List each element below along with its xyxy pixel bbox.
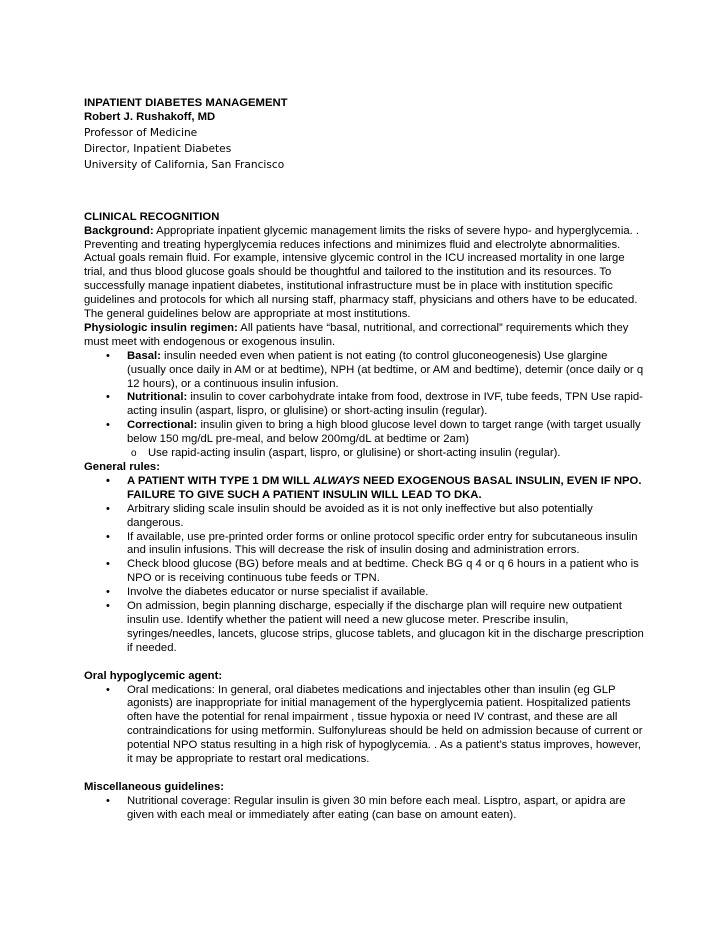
general-rules-list <box>84 475 644 656</box>
rule-1-text-c: NEED EXOGENOUS BASAL INSULIN, EVEN IF NPO. FAILURE TO GIVE SUCH A PATIENT INSULIN WILL LEAD TO DKA. <box>127 474 642 501</box>
bullet-icon: • <box>106 683 110 696</box>
rule-1-text-a: A PATIENT WITH TYPE 1 DM WILL <box>127 474 313 487</box>
bullet-icon: • <box>106 502 110 515</box>
basal-text: insulin needed even when patient is not eating (to control gluconeogenesis) Use glargine (usually once daily in AM or at bedtime), NPH (at bedtime, or AM and bedtime), detemir (once daily or q 12 hours), or a continuous insulin infusion. <box>127 349 644 390</box>
rule-2-text: Arbitrary sliding scale insulin should be avoided as it is not only ineffective but also potentially dangerous. <box>127 502 593 529</box>
list-item-rule-6 <box>84 600 644 656</box>
document-title: INPATIENT DIABETES MANAGEMENT <box>84 97 288 109</box>
rule-6-text: On admission, begin planning discharge, especially if the discharge plan will require new outpatient insulin use. Identify whether the patient will need a new glucose meter. Prescribe insulin, syringes/needles, lancets, glucose strips, glucose tablets, and glucagon kit in the discharge prescription if needed. <box>127 600 644 654</box>
bullet-icon: • <box>106 600 110 613</box>
list-item-correctional <box>84 419 644 447</box>
background-label: Background: <box>84 224 154 237</box>
list-item-rule-5 <box>84 586 644 600</box>
regimen-label: Physiologic insulin regimen: <box>84 321 238 334</box>
list-item-oral-medications <box>84 684 644 767</box>
nutritional-coverage-text: Nutritional coverage: Regular insulin is given 30 min before each meal. Lisptro, aspart, or apidra are given with each meal or immediately after eating (can base on amount eaten). <box>127 794 626 821</box>
oral-medications-text: Oral medications: In general, oral diabetes medications and injectables other than insulin (eg GLP agonists) are inappropriate for initial management of the hyperglycemia patient. Hospitalized patients often have the potential for renal impairment , tissue hypoxia or need IV contrast, and these are all contraindications for using metformin. Sulfonylureas should be held on admission because of current or potential NPO status resulting in a high risk of hypoglycemia. . As a patient’s status improves, however, it may be appropriate to restart oral medications. <box>127 683 643 766</box>
list-item-rule-2 <box>84 503 644 531</box>
correctional-label: Correctional: <box>127 419 198 432</box>
list-item-basal <box>84 350 644 392</box>
list-item-rule-1 <box>84 475 644 503</box>
regimen-list <box>84 350 644 461</box>
list-item-rule-3 <box>84 531 644 559</box>
background-paragraph <box>84 225 644 322</box>
nutritional-text: insulin to cover carbohydrate intake from food, dextrose in IVF, tube feeds, TPN Use rapid-acting insulin (aspart, lispro, or glulisine) or short-acting insulin (regular). <box>127 391 643 418</box>
section-heading-clinical-recognition: CLINICAL RECOGNITION <box>84 210 220 223</box>
bullet-icon: • <box>106 349 110 362</box>
section-heading-misc-guidelines: Miscellaneous guidelines: <box>84 780 224 793</box>
author-affiliation: University of California, San Francisco <box>84 158 285 171</box>
misc-guidelines-list <box>84 795 644 823</box>
correctional-sub-text: Use rapid-acting insulin (aspart, lispro, or glulisine) or short-acting insulin (regular). <box>148 447 561 460</box>
bullet-icon: • <box>106 391 110 404</box>
list-item-nutritional <box>84 391 644 419</box>
list-item-correctional-sub <box>84 447 644 461</box>
oral-agents-list <box>84 684 644 767</box>
rule-1-emphasis: ALWAYS <box>312 474 360 487</box>
bullet-icon: • <box>106 530 110 543</box>
bullet-icon: • <box>106 474 110 487</box>
regimen-text: All patients have “basal, nutritional, and correctional” requirements which they must meet with endogenous or exogenous insulin. <box>84 321 629 348</box>
rule-5-text: Involve the diabetes educator or nurse specialist if available. <box>127 586 429 599</box>
regimen-paragraph <box>84 322 644 350</box>
rule-4-text: Check blood glucose (BG) before meals and at bedtime. Check BG q 4 or q 6 hours in a patient who is NPO or is receiving continuous tube feeds or TPN. <box>127 558 639 585</box>
nutritional-label: Nutritional: <box>127 391 188 404</box>
section-heading-general-rules: General rules: <box>84 461 160 474</box>
basal-label: Basal: <box>127 349 161 362</box>
author-role-2: Director, Inpatient Diabetes <box>84 142 232 155</box>
author-name: Robert J. Rushakoff, MD <box>84 110 216 123</box>
list-item-nutritional-coverage <box>84 795 644 823</box>
bullet-icon: • <box>106 794 110 807</box>
sub-bullet-icon: o <box>131 448 137 460</box>
list-item-rule-4 <box>84 558 644 586</box>
author-role-1: Professor of Medicine <box>84 126 198 139</box>
bullet-icon: • <box>106 558 110 571</box>
background-text: Appropriate inpatient glycemic management limits the risks of severe hypo- and hyperglycemia. . Preventing and treating hyperglycemia reduces infections and minimizes fluid and electrolyte abnormalities. Actual goals remain fluid. For example, intensive glycemic control in the ICU increased mortality in one large trial, and thus blood glucose goals should be thoughtful and tailored to the institution and its resources. To successfully manage inpatient diabetes, institutional infrastructure must be in place with institution specific guidelines and protocols for which all nursing staff, pharmacy staff, physicians and others have to be educated. The general guidelines below are appropriate at most institutions. <box>84 224 640 321</box>
correctional-text: insulin given to bring a high blood glucose level down to target range (with target usually below 150 mg/dL pre-meal, and below 200mg/dL at bedtime or 2am) <box>127 419 641 446</box>
bullet-icon: • <box>106 419 110 432</box>
rule-3-text: If available, use pre-printed order forms or online protocol specific order entry for subcutaneous insulin and insulin infusions. This will decrease the risk of insulin dosing and administration errors. <box>127 530 638 557</box>
bullet-icon: • <box>106 586 110 599</box>
section-heading-oral-agents: Oral hypoglycemic agent: <box>84 669 223 682</box>
document-page <box>84 97 644 823</box>
